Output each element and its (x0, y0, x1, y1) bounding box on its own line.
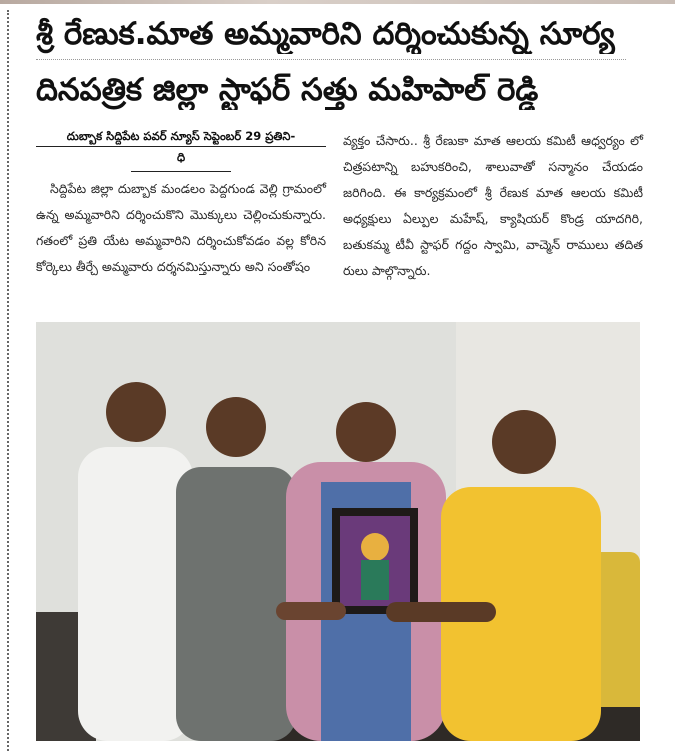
article-photo (36, 322, 640, 741)
article-paragraph-left: సిద్దిపేట జిల్లా దుబ్బాక మండలం పెద్దగుండ వెల్లి గ్రామంలో ఉన్న అమ్మవారిని దర్శించుకొని మొక్కులు చెల్లించుకున్నారు. గతంలో ప్రతి యేట అమ్మవారిని దర్శించుకోవడం వల్ల కోరిన కోర్కెలు తీర్చే అమ్మవారు దర్శనమిస్తున్నారు అని సంతోషం (36, 181, 326, 274)
article-column-left (36, 128, 326, 280)
column-divider (7, 10, 9, 751)
headline-line-1: శ్రీ రేణుక.మాత అమ్మవారిని దర్శించుకున్న సూర్య (36, 16, 615, 52)
dateline-underline (131, 171, 231, 172)
headline-divider (36, 59, 626, 60)
top-photo-strip (0, 0, 675, 4)
headline-line-2: దినపత్రిక జిల్లా స్టాఫర్ సత్తు మహిపాల్ రెడ్డి (36, 72, 539, 108)
article-paragraph-right: వ్యక్తం చేసారు.. శ్రీ రేణుకా మాత ఆలయ కమిటీ ఆధ్వర్యం లో చిత్రపటాన్ని బహుకరించి, శాలువాతో సన్మానం చేయడం జరిగింది. ఈ కార్యక్రమంలో శ్రీ రేణుక మాత ఆలయ కమిటీ అధ్యక్షులు ఏల్పుల మహేష్, క్యాషియర్ కొండ్ర యాదగిరి, బతుకమ్మ టీవీ స్టాఫర్ గద్దం స్వామి, వాచ్మెన్ రాములు తదిత రులు పాల్గొన్నారు. (343, 133, 643, 278)
photo-illustration (36, 322, 640, 741)
dateline: దుబ్బాక సిద్దిపేట పవర్ న్యూస్ సెప్టెంబర్ 29 ప్రతిని- (36, 128, 326, 147)
dateline-continued: ధి (176, 150, 186, 164)
article-column-right (343, 128, 643, 284)
